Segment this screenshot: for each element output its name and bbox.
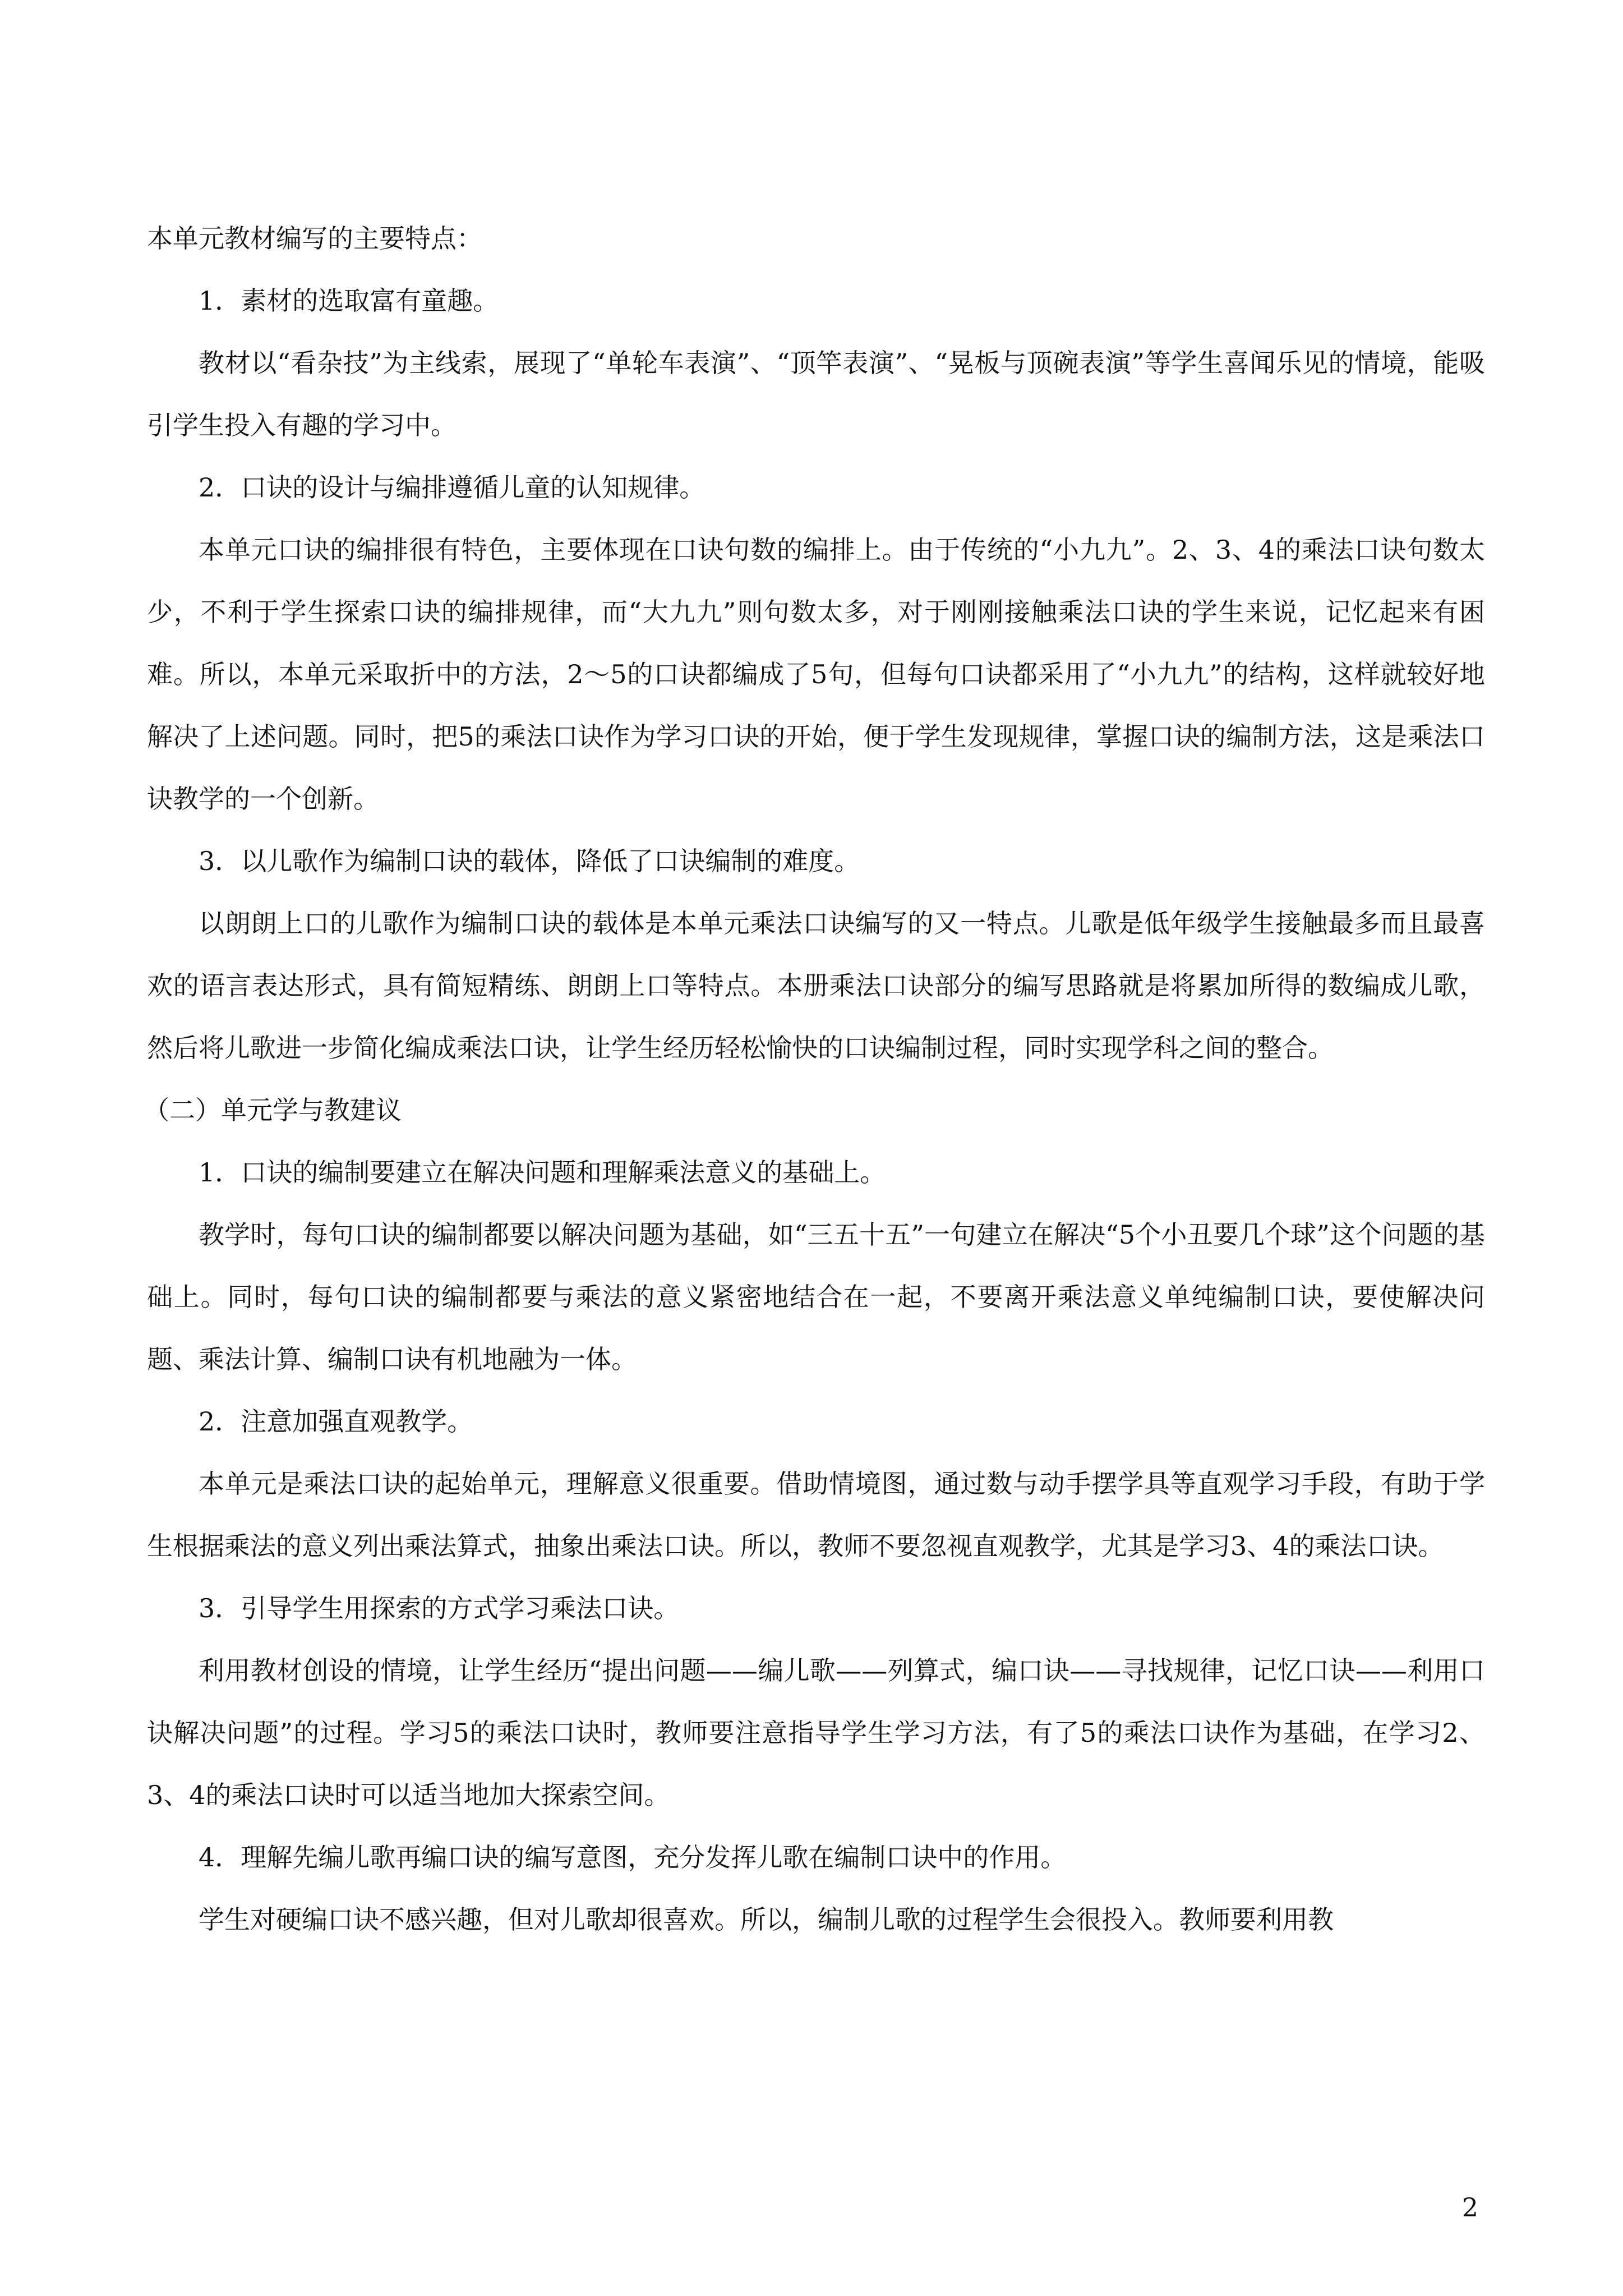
paragraph-suggestion-2-body: 本单元是乘法口诀的起始单元，理解意义很重要。借助情境图，通过数与动手摆学具等直观学习手段，有助于学生根据乘法的意义列出乘法算式，抽象出乘法口诀。所以，教师不要忽视直观教学，尤其是学习3、4的乘法口诀。	[147, 1469, 1485, 1561]
paragraph-point-3-heading: 3．以儿歌作为编制口诀的载体，降低了口诀编制的难度。	[199, 846, 860, 876]
paragraph-suggestion-4-body: 学生对硬编口诀不感兴趣，但对儿歌却很喜欢。所以，编制儿歌的过程学生会很投入。教师要利用教	[199, 1904, 1334, 1935]
paragraph-suggestion-1-body: 教学时，每句口诀的编制都要以解决问题为基础，如“三五十五”一句建立在解决“5个小丑要几个球”这个问题的基础上。同时，每句口诀的编制都要与乘法的意义紧密地结合在一起，不要离开乘法意义单纯编制口诀，要使解决问题、乘法计算、编制口诀有机地融为一体。	[147, 1220, 1485, 1374]
paragraph-suggestion-3-heading: 3．引导学生用探索的方式学习乘法口诀。	[199, 1593, 680, 1623]
section-heading-suggestions: （二）单元学与教建议	[144, 1095, 402, 1125]
page-number: 2	[1461, 2192, 1478, 2223]
paragraph-point-3-body: 以朗朗上口的儿歌作为编制口诀的载体是本单元乘法口诀编写的又一特点。儿歌是低年级学生接触最多而且最喜欢的语言表达形式，具有简短精练、朗朗上口等特点。本册乘法口诀部分的编写思路就是将累加所得的数编成儿歌，然后将儿歌进一步简化编成乘法口诀，让学生经历轻松愉快的口诀编制过程，同时实现学科之间的整合。	[147, 908, 1485, 1063]
paragraph-point-2-heading: 2．口诀的设计与编排遵循儿童的认知规律。	[199, 472, 706, 503]
paragraph-suggestion-1-heading: 1．口诀的编制要建立在解决问题和理解乘法意义的基础上。	[199, 1157, 886, 1188]
document-body	[144, 208, 1485, 1951]
paragraph-point-2-body: 本单元口诀的编排很有特色，主要体现在口诀句数的编排上。由于传统的“小九九”。2、3、4的乘法口诀句数太少，不利于学生探索口诀的编排规律，而“大九九”则句数太多，对于刚刚接触乘法口诀的学生来说，记忆起来有困难。所以，本单元采取折中的方法，2～5的口诀都编成了5句，但每句口诀都采用了“小九九”的结构，这样就较好地解决了上述问题。同时，把5的乘法口诀作为学习口诀的开始，便于学生发现规律，掌握口诀的编制方法，这是乘法口诀教学的一个创新。	[147, 535, 1485, 814]
paragraph-suggestion-2-heading: 2．注意加强直观教学。	[199, 1406, 473, 1437]
paragraph-point-1-heading: 1．素材的选取富有童趣。	[199, 286, 499, 316]
paragraph-suggestion-3-body: 利用教材创设的情境，让学生经历“提出问题——编儿歌——列算式，编口诀——寻找规律，记忆口诀——利用口诀解决问题”的过程。学习5的乘法口诀时，教师要注意指导学生学习方法，有了5的乘法口诀作为基础，在学习2、3、4的乘法口诀时可以适当地加大探索空间。	[147, 1655, 1485, 1810]
paragraph-suggestion-4-heading: 4．理解先编儿歌再编口诀的编写意图，充分发挥儿歌在编制口诀中的作用。	[199, 1842, 1067, 1872]
paragraph-intro-heading: 本单元教材编写的主要特点：	[147, 223, 482, 254]
paragraph-point-1-body: 教材以“看杂技”为主线索，展现了“单轮车表演”、“顶竿表演”、“晃板与顶碗表演”等学生喜闻乐见的情境，能吸引学生投入有趣的学习中。	[147, 348, 1485, 440]
